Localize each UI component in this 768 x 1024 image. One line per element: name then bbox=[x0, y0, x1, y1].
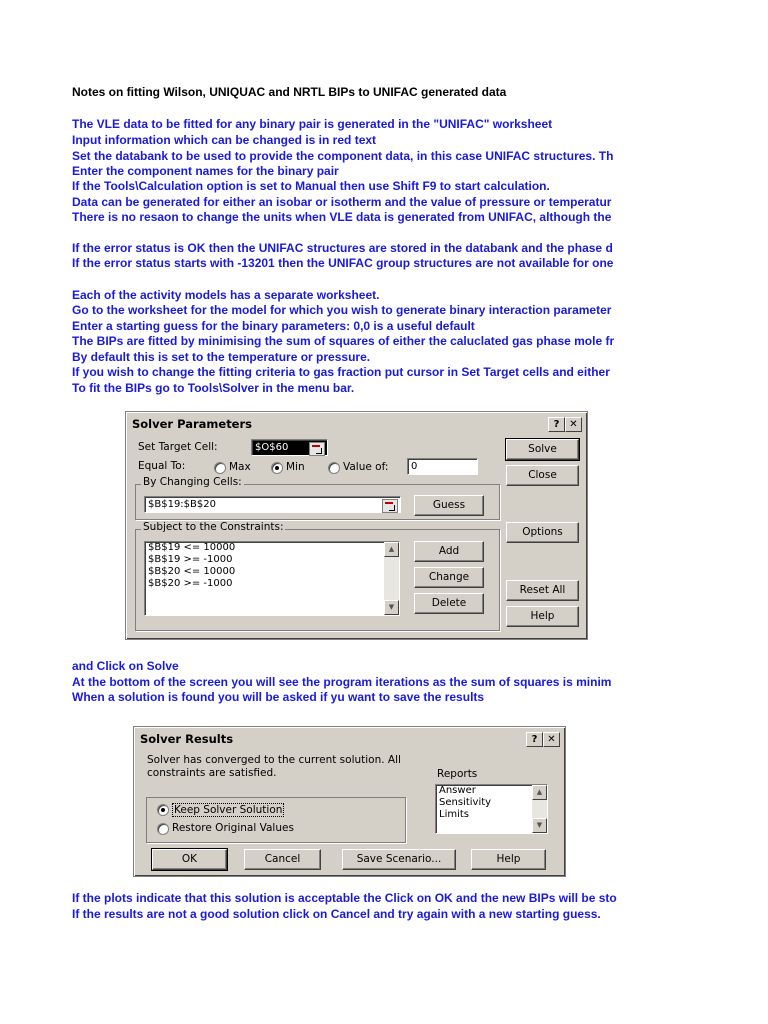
radio-max[interactable] bbox=[214, 462, 226, 474]
note-line: Enter the component names for the binary pair bbox=[72, 164, 339, 178]
radio-value-of-label[interactable]: Value of: bbox=[343, 461, 389, 473]
collapse-dialog-icon[interactable] bbox=[309, 442, 325, 456]
help-button[interactable]: Help bbox=[471, 849, 546, 870]
cancel-button[interactable]: Cancel bbox=[244, 849, 321, 870]
radio-min[interactable] bbox=[271, 462, 283, 474]
collapse-dialog-icon[interactable] bbox=[382, 499, 398, 513]
scroll-up-icon[interactable]: ▲ bbox=[384, 542, 399, 557]
equal-to-label: Equal To: bbox=[138, 460, 186, 472]
reset-all-button[interactable]: Reset All bbox=[506, 580, 579, 601]
radio-min-label[interactable]: Min bbox=[286, 461, 305, 473]
options-button[interactable]: Options bbox=[506, 522, 579, 543]
dialog-title: Solver Parameters bbox=[132, 417, 253, 431]
note-line: If the error status is OK then the UNIFAC structures are stored in the databank and the phase d bbox=[72, 241, 613, 255]
change-button[interactable]: Change bbox=[414, 567, 484, 588]
list-item[interactable]: $B$20 <= 10000 bbox=[148, 566, 236, 577]
note-line: By default this is set to the temperature or pressure. bbox=[72, 350, 371, 364]
changing-cells-label: By Changing Cells: bbox=[143, 476, 242, 488]
solve-button[interactable]: Solve bbox=[506, 439, 579, 460]
dialog-title: Solver Results bbox=[140, 732, 234, 746]
scroll-down-icon[interactable]: ▼ bbox=[384, 600, 399, 615]
result-message: constraints are satisfied. bbox=[147, 767, 277, 779]
note-line: When a solution is found you will be asked if yu want to save the results bbox=[72, 690, 485, 704]
scrollbar[interactable] bbox=[532, 785, 547, 833]
add-button[interactable]: Add bbox=[414, 541, 484, 562]
list-item[interactable]: $B$20 >= -1000 bbox=[148, 578, 233, 589]
radio-restore-values-label[interactable]: Restore Original Values bbox=[172, 822, 294, 834]
solver-results-dialog bbox=[133, 726, 566, 877]
changing-cells-value: $B$19:$B$20 bbox=[148, 499, 216, 510]
guess-button[interactable]: Guess bbox=[414, 495, 484, 516]
value-of-input[interactable]: 0 bbox=[407, 458, 478, 475]
note-line: The BIPs are fitted by minimising the sum of squares of either the caluclated gas phase mole fr bbox=[72, 334, 615, 348]
note-line: There is no resaon to change the units when VLE data is generated from UNIFAC, although the bbox=[72, 210, 612, 224]
reports-list[interactable] bbox=[435, 784, 548, 834]
list-item[interactable]: Answer bbox=[439, 785, 476, 796]
ok-button[interactable]: OK bbox=[152, 849, 227, 870]
scroll-down-icon[interactable]: ▼ bbox=[532, 818, 547, 833]
set-target-value: $O$60 bbox=[255, 442, 289, 453]
note-line: If the results are not a good solution click on Cancel and try again with a new starting guess. bbox=[72, 907, 601, 921]
scrollbar[interactable] bbox=[384, 542, 399, 615]
list-item[interactable]: $B$19 >= -1000 bbox=[148, 554, 233, 565]
radio-keep-solution[interactable] bbox=[157, 804, 169, 816]
help-icon[interactable]: ? bbox=[548, 417, 565, 432]
radio-max-label[interactable]: Max bbox=[229, 461, 251, 473]
help-button[interactable]: Help bbox=[506, 606, 579, 627]
note-line: If the error status starts with -13201 then the UNIFAC group structures are not available for one bbox=[72, 256, 614, 270]
list-item[interactable]: Sensitivity bbox=[439, 797, 492, 808]
close-icon[interactable]: ✕ bbox=[543, 732, 560, 747]
list-item[interactable]: Limits bbox=[439, 809, 469, 820]
scroll-up-icon[interactable]: ▲ bbox=[532, 785, 547, 800]
notes-title: Notes on fitting Wilson, UNIQUAC and NRTL BIPs to UNIFAC generated data bbox=[72, 85, 507, 99]
constraints-list[interactable] bbox=[144, 541, 400, 616]
dialog-titlebar bbox=[137, 730, 562, 748]
list-item[interactable]: $B$19 <= 10000 bbox=[148, 542, 236, 553]
note-line: At the bottom of the screen you will see the program iterations as the sum of squares is minim bbox=[72, 675, 612, 689]
note-line: Each of the activity models has a separate worksheet. bbox=[72, 288, 380, 302]
note-line: Data can be generated for either an isobar or isotherm and the value of pressure or temperatur bbox=[72, 195, 612, 209]
note-line: Go to the worksheet for the model for which you wish to generate binary interaction parameter bbox=[72, 303, 612, 317]
constraints-label: Subject to the Constraints: bbox=[143, 521, 284, 533]
note-line: Enter a starting guess for the binary parameters: 0,0 is a useful default bbox=[72, 319, 475, 333]
note-line: If the plots indicate that this solution is acceptable the Click on OK and the new BIPs will be sto bbox=[72, 891, 617, 905]
delete-button[interactable]: Delete bbox=[414, 593, 484, 614]
set-target-input[interactable] bbox=[251, 439, 328, 456]
result-message: Solver has converged to the current solution. All bbox=[147, 754, 401, 766]
dialog-titlebar bbox=[129, 415, 584, 433]
reports-label: Reports bbox=[437, 768, 478, 780]
radio-keep-solution-label[interactable]: Keep Solver Solution bbox=[174, 804, 283, 816]
solver-parameters-dialog bbox=[125, 411, 588, 640]
note-line: Input information which can be changed is in red text bbox=[72, 133, 377, 147]
note-line: and Click on Solve bbox=[72, 659, 179, 673]
set-target-label: Set Target Cell: bbox=[138, 441, 218, 453]
note-line: If you wish to change the fitting criteria to gas fraction put cursor in Set Target cells and either bbox=[72, 365, 610, 379]
close-button[interactable]: Close bbox=[506, 465, 579, 486]
note-line: The VLE data to be fitted for any binary pair is generated in the "UNIFAC" worksheet bbox=[72, 117, 553, 131]
radio-restore-values[interactable] bbox=[157, 823, 169, 835]
radio-value-of[interactable] bbox=[328, 462, 340, 474]
save-scenario-button[interactable]: Save Scenario... bbox=[342, 849, 456, 870]
note-line: To fit the BIPs go to Tools\Solver in the menu bar. bbox=[72, 381, 355, 395]
changing-cells-input[interactable] bbox=[144, 496, 401, 513]
close-icon[interactable]: ✕ bbox=[565, 417, 582, 432]
note-line: If the Tools\Calculation option is set to Manual then use Shift F9 to start calculation. bbox=[72, 179, 550, 193]
note-line: Set the databank to be used to provide the component data, in this case UNIFAC structures. Th bbox=[72, 149, 614, 163]
help-icon[interactable]: ? bbox=[526, 732, 543, 747]
